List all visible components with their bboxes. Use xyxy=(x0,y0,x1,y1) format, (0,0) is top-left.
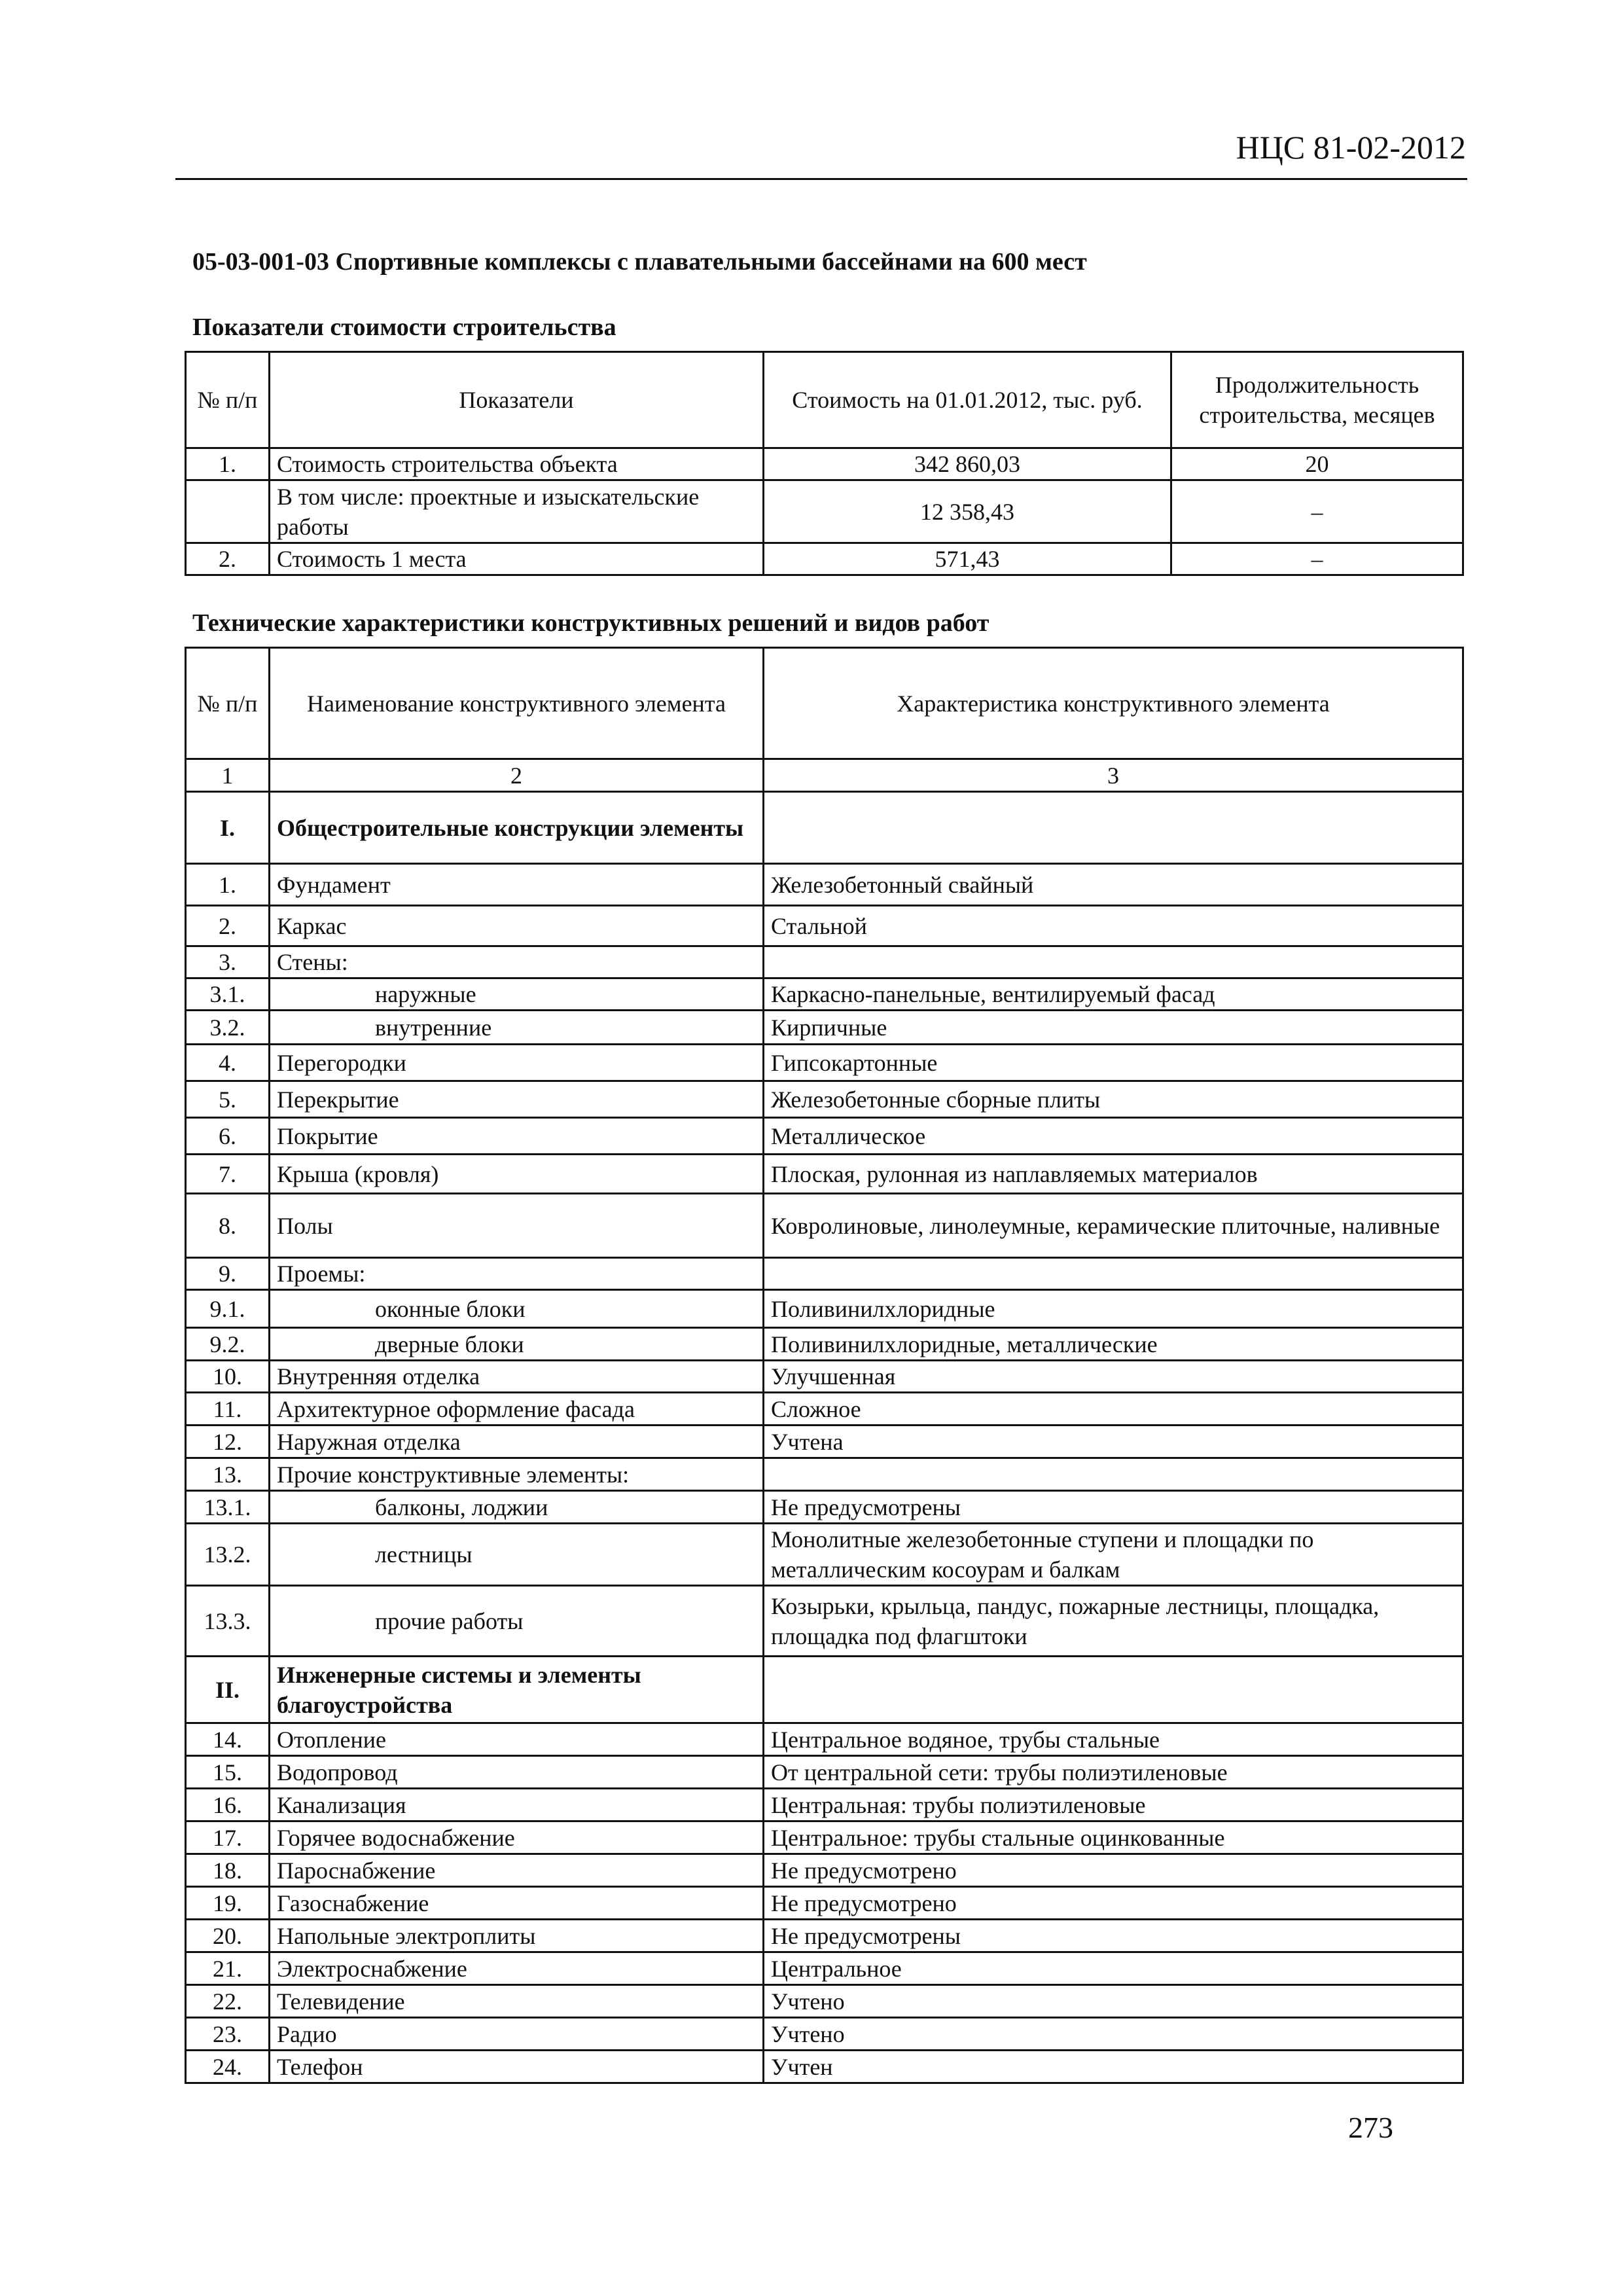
row-num: 16. xyxy=(186,1789,270,1821)
row-num: 3.2. xyxy=(186,1011,270,1045)
header-cell-duration: Продолжительность строительства, месяцев xyxy=(1171,352,1463,448)
row-num: 15. xyxy=(186,1756,270,1789)
row-name: оконные блоки xyxy=(270,1290,764,1328)
row-name: Крыша (кровля) xyxy=(270,1155,764,1194)
table-row xyxy=(186,1920,1463,1952)
row-name: Проемы: xyxy=(270,1258,764,1290)
row-duration: – xyxy=(1171,543,1463,575)
row-num: 5. xyxy=(186,1081,270,1118)
row-num: 20. xyxy=(186,1920,270,1952)
tech-section-title: Технические характеристики конструктивных решений и видов работ xyxy=(192,609,990,637)
row-name: Общестроительные конструкции элементы xyxy=(270,792,764,864)
row-num: I. xyxy=(186,792,270,864)
row-name: Прочие конструктивные элементы: xyxy=(270,1458,764,1491)
row-characteristic: Ковролиновые, линолеумные, керамические плиточные, наливные xyxy=(764,1194,1463,1258)
header-cell-cost: Стоимость на 01.01.2012, тыс. руб. xyxy=(764,352,1171,448)
row-characteristic: Не предусмотрены xyxy=(764,1920,1463,1952)
table-row xyxy=(186,1887,1463,1920)
row-characteristic: Стальной xyxy=(764,906,1463,946)
row-characteristic: Центральное xyxy=(764,1952,1463,1985)
row-name: Водопровод xyxy=(270,1756,764,1789)
row-num: 3. xyxy=(186,946,270,978)
row-characteristic: Каркасно-панельные, вентилируемый фасад xyxy=(764,978,1463,1011)
row-name: Фундамент xyxy=(270,864,764,906)
row-characteristic: Учтена xyxy=(764,1426,1463,1458)
table-row xyxy=(186,1258,1463,1290)
row-characteristic xyxy=(764,792,1463,864)
row-name: Инженерные системы и элементы благоустройства xyxy=(270,1657,764,1723)
row-cost: 12 358,43 xyxy=(764,480,1171,543)
row-name: Газоснабжение xyxy=(270,1887,764,1920)
row-num: 8. xyxy=(186,1194,270,1258)
row-name: Наружная отделка xyxy=(270,1426,764,1458)
table-row xyxy=(186,1524,1463,1586)
tech-table xyxy=(185,647,1464,2084)
row-num: 14. xyxy=(186,1723,270,1756)
row-num: 1. xyxy=(186,448,270,480)
row-num: 13. xyxy=(186,1458,270,1491)
cost-table xyxy=(185,351,1464,576)
row-cost: 571,43 xyxy=(764,543,1171,575)
row-name: балконы, лоджии xyxy=(270,1491,764,1524)
row-num xyxy=(186,480,270,543)
row-name: дверные блоки xyxy=(270,1328,764,1361)
table-row xyxy=(186,1045,1463,1081)
row-name: Стоимость строительства объекта xyxy=(270,448,764,480)
table-row xyxy=(186,448,1463,480)
row-name: наружные xyxy=(270,978,764,1011)
row-name: Телевидение xyxy=(270,1985,764,2018)
row-num: 13.1. xyxy=(186,1491,270,1524)
row-num: 3.1. xyxy=(186,978,270,1011)
table-row xyxy=(186,1155,1463,1194)
row-characteristic: Поливинилхлоридные, металлические xyxy=(764,1328,1463,1361)
row-num: 23. xyxy=(186,2018,270,2051)
row-name: Стоимость 1 места xyxy=(270,543,764,575)
row-characteristic xyxy=(764,1258,1463,1290)
row-characteristic: Не предусмотрено xyxy=(764,1854,1463,1887)
header-rule xyxy=(175,178,1467,180)
row-name: Напольные электроплиты xyxy=(270,1920,764,1952)
table-row xyxy=(186,1290,1463,1328)
row-characteristic xyxy=(764,1458,1463,1491)
row-num: 2. xyxy=(186,543,270,575)
table-row xyxy=(186,1789,1463,1821)
table-row xyxy=(186,1393,1463,1426)
row-characteristic: Монолитные железобетонные ступени и площадки по металлическим косоурам и балкам xyxy=(764,1524,1463,1586)
table-row xyxy=(186,1361,1463,1393)
row-cost: 342 860,03 xyxy=(764,448,1171,480)
column-number: 3 xyxy=(764,759,1463,792)
header-cell-indicator: Показатели xyxy=(270,352,764,448)
row-characteristic: Не предусмотрено xyxy=(764,1887,1463,1920)
row-name: Архитектурное оформление фасада xyxy=(270,1393,764,1426)
table-row xyxy=(186,1118,1463,1155)
row-duration: 20 xyxy=(1171,448,1463,480)
row-name: Телефон xyxy=(270,2051,764,2083)
header-cell-characteristic: Характеристика конструктивного элемента xyxy=(764,648,1463,759)
row-num: 9.1. xyxy=(186,1290,270,1328)
column-numbers-row xyxy=(186,759,1463,792)
table-row xyxy=(186,2018,1463,2051)
row-name: Перекрытие xyxy=(270,1081,764,1118)
table-row xyxy=(186,1458,1463,1491)
row-name: Каркас xyxy=(270,906,764,946)
tech-table-header xyxy=(186,648,1463,759)
row-name: Горячее водоснабжение xyxy=(270,1821,764,1854)
row-name: прочие работы xyxy=(270,1586,764,1657)
row-num: 13.3. xyxy=(186,1586,270,1657)
row-duration: – xyxy=(1171,480,1463,543)
row-characteristic: Улучшенная xyxy=(764,1361,1463,1393)
row-characteristic: Козырьки, крыльца, пандус, пожарные лестницы, площадка, площадка под флагштоки xyxy=(764,1586,1463,1657)
section-row xyxy=(186,1657,1463,1723)
row-num: 6. xyxy=(186,1118,270,1155)
row-characteristic: Учтен xyxy=(764,2051,1463,2083)
header-cell-element: Наименование конструктивного элемента xyxy=(270,648,764,759)
row-characteristic: Поливинилхлоридные xyxy=(764,1290,1463,1328)
row-num: 4. xyxy=(186,1045,270,1081)
row-name: Канализация xyxy=(270,1789,764,1821)
row-num: 17. xyxy=(186,1821,270,1854)
row-characteristic: Кирпичные xyxy=(764,1011,1463,1045)
table-row xyxy=(186,1586,1463,1657)
table-row xyxy=(186,543,1463,575)
row-num: 22. xyxy=(186,1985,270,2018)
row-characteristic: Учтено xyxy=(764,2018,1463,2051)
table-row xyxy=(186,978,1463,1011)
table-row xyxy=(186,946,1463,978)
table-row xyxy=(186,480,1463,543)
table-row xyxy=(186,1081,1463,1118)
table-row xyxy=(186,1756,1463,1789)
row-num: 7. xyxy=(186,1155,270,1194)
cost-table-header xyxy=(186,352,1463,448)
row-characteristic: Центральная: трубы полиэтиленовые xyxy=(764,1789,1463,1821)
row-name: внутренние xyxy=(270,1011,764,1045)
row-name: Стены: xyxy=(270,946,764,978)
table-row xyxy=(186,1723,1463,1756)
row-name: Радио xyxy=(270,2018,764,2051)
row-characteristic: Не предусмотрены xyxy=(764,1491,1463,1524)
table-row xyxy=(186,1952,1463,1985)
row-num: 13.2. xyxy=(186,1524,270,1586)
row-characteristic: Железобетонный свайный xyxy=(764,864,1463,906)
table-row xyxy=(186,2051,1463,2083)
page-number: 273 xyxy=(1348,2111,1393,2144)
row-characteristic: Плоская, рулонная из наплавляемых материалов xyxy=(764,1155,1463,1194)
row-characteristic: Учтено xyxy=(764,1985,1463,2018)
row-num: 2. xyxy=(186,906,270,946)
header-cell-num: № п/п xyxy=(186,648,270,759)
table-row xyxy=(186,1328,1463,1361)
row-characteristic: Гипсокартонные xyxy=(764,1045,1463,1081)
row-num: 19. xyxy=(186,1887,270,1920)
table-row xyxy=(186,1194,1463,1258)
row-name: Электроснабжение xyxy=(270,1952,764,1985)
row-num: 9. xyxy=(186,1258,270,1290)
row-name: Внутренняя отделка xyxy=(270,1361,764,1393)
row-characteristic xyxy=(764,946,1463,978)
table-row xyxy=(186,1985,1463,2018)
table-row xyxy=(186,1011,1463,1045)
row-characteristic: Центральное водяное, трубы стальные xyxy=(764,1723,1463,1756)
document-code: НЦС 81-02-2012 xyxy=(1236,129,1466,166)
column-number: 2 xyxy=(270,759,764,792)
table-row xyxy=(186,906,1463,946)
row-characteristic: Центральное: трубы стальные оцинкованные xyxy=(764,1821,1463,1854)
row-name: Перегородки xyxy=(270,1045,764,1081)
row-num: 18. xyxy=(186,1854,270,1887)
section-row xyxy=(186,792,1463,864)
row-num: 11. xyxy=(186,1393,270,1426)
row-name: В том числе: проектные и изыскательские работы xyxy=(270,480,764,543)
row-characteristic xyxy=(764,1657,1463,1723)
table-row xyxy=(186,1821,1463,1854)
row-num: 21. xyxy=(186,1952,270,1985)
table-row xyxy=(186,864,1463,906)
row-num: II. xyxy=(186,1657,270,1723)
cost-section-title: Показатели стоимости строительства xyxy=(192,314,616,341)
row-name: Покрытие xyxy=(270,1118,764,1155)
tech-table-body xyxy=(186,792,1463,2083)
row-name: Пароснабжение xyxy=(270,1854,764,1887)
header-cell-num: № п/п xyxy=(186,352,270,448)
row-name: Отопление xyxy=(270,1723,764,1756)
row-characteristic: Железобетонные сборные плиты xyxy=(764,1081,1463,1118)
table-row xyxy=(186,1491,1463,1524)
row-name: Полы xyxy=(270,1194,764,1258)
page-title: 05-03-001-03 Спортивные комплексы с плавательными бассейнами на 600 мест xyxy=(192,248,1087,276)
table-row xyxy=(186,1854,1463,1887)
row-num: 12. xyxy=(186,1426,270,1458)
row-num: 9.2. xyxy=(186,1328,270,1361)
column-number: 1 xyxy=(186,759,270,792)
table-row xyxy=(186,1426,1463,1458)
row-name: лестницы xyxy=(270,1524,764,1586)
row-num: 10. xyxy=(186,1361,270,1393)
row-characteristic: Сложное xyxy=(764,1393,1463,1426)
row-characteristic: Металлическое xyxy=(764,1118,1463,1155)
row-num: 1. xyxy=(186,864,270,906)
row-characteristic: От центральной сети: трубы полиэтиленовые xyxy=(764,1756,1463,1789)
row-num: 24. xyxy=(186,2051,270,2083)
